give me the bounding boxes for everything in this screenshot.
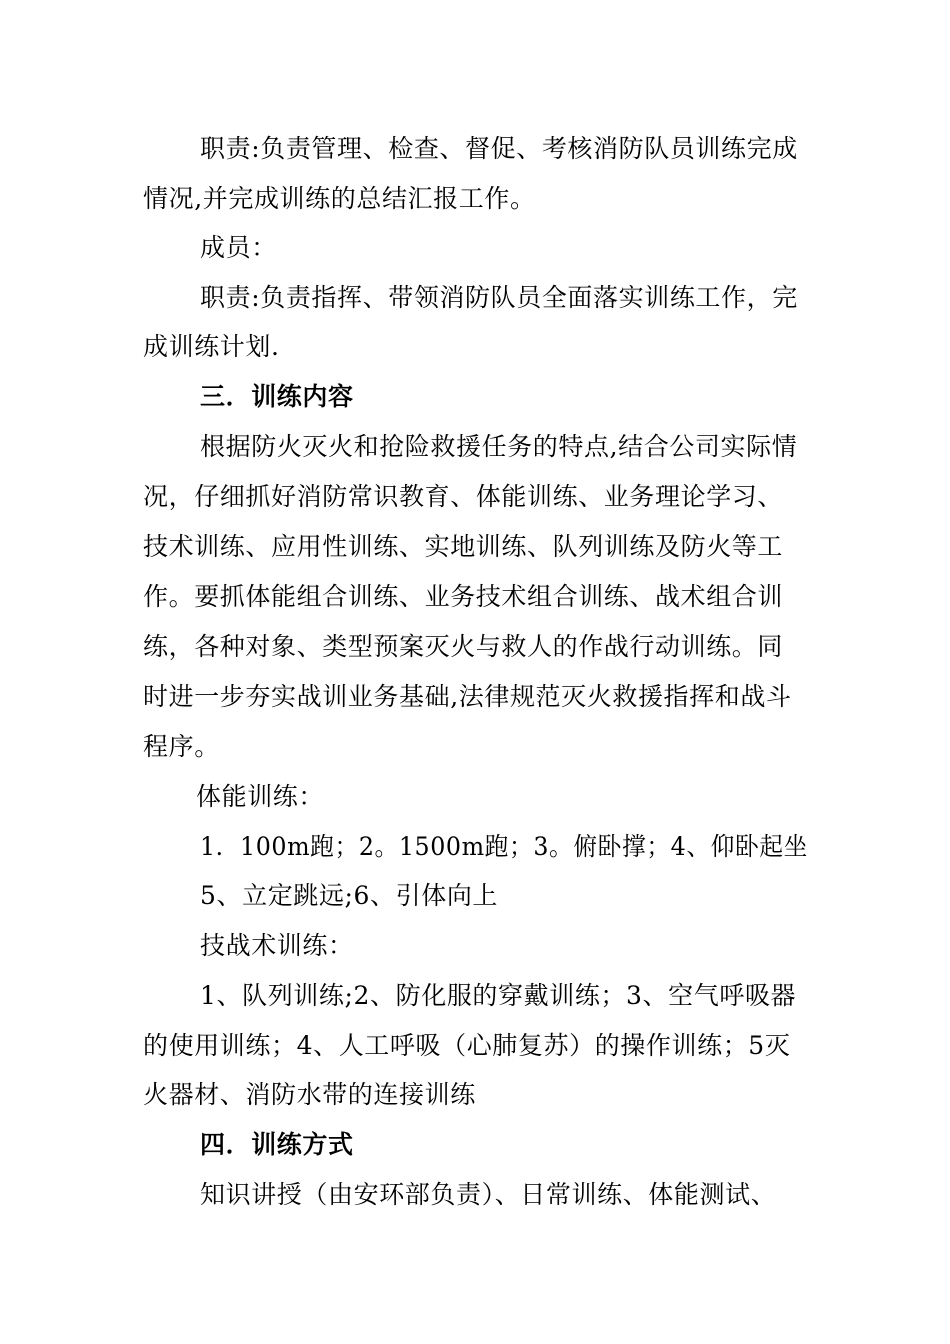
text-line: 火器材、消防水带的连接训练 <box>143 1080 476 1109</box>
paragraph-line <box>0 682 950 712</box>
text-line: 作。要抓体能组合训练、业务技术组合训练、战术组合训 <box>143 582 784 611</box>
paragraph-line <box>0 184 950 214</box>
text-line: 情况,并完成训练的总结汇报工作。 <box>143 184 536 213</box>
paragraph-line <box>0 432 950 462</box>
text-line: 练，各种对象、类型预案灭火与救人的作战行动训练。同 <box>143 632 784 661</box>
heading-text: 四．训练方式 <box>200 1130 354 1159</box>
text-line: 时进一步夯实战训业务基础,法律规范灭火救援指挥和战斗 <box>143 682 792 711</box>
section-heading <box>0 1130 950 1160</box>
text-line: 1．100m跑；2。1500m跑；3。俯卧撑；4、仰卧起坐 <box>200 832 808 861</box>
text-line: 况，仔细抓好消防常识教育、体能训练、业务理论学习、 <box>143 482 784 511</box>
paragraph-line <box>0 1180 950 1210</box>
paragraph-line <box>0 233 950 263</box>
paragraph-line <box>0 732 950 762</box>
paragraph-line <box>0 134 950 164</box>
paragraph-line <box>0 332 950 362</box>
text-line: 职责:负责指挥、带领消防队员全面落实训练工作，完 <box>200 283 798 312</box>
text-line: 程序。 <box>143 732 220 761</box>
paragraph-line <box>0 931 950 961</box>
text-line: 技战术训练： <box>200 931 354 960</box>
section-heading <box>0 382 950 412</box>
text-line: 成员： <box>200 233 277 262</box>
paragraph-line <box>0 1080 950 1110</box>
paragraph-line <box>0 482 950 512</box>
text-line: 5、立定跳远;6、引体向上 <box>200 881 499 910</box>
text-line: 的使用训练；4、人工呼吸（心肺复苏）的操作训练；5灭 <box>143 1031 791 1060</box>
paragraph-line <box>0 632 950 662</box>
heading-text: 三．训练内容 <box>200 382 354 411</box>
paragraph-line <box>0 283 950 313</box>
text-line: 知识讲授（由安环部负责）、日常训练、体能测试、 <box>200 1180 777 1209</box>
paragraph-line <box>0 981 950 1011</box>
paragraph-line <box>0 832 950 862</box>
paragraph-line <box>0 1031 950 1061</box>
text-line: 根据防火灭火和抢险救援任务的特点,结合公司实际情 <box>200 432 798 461</box>
paragraph-line <box>0 582 950 612</box>
text-line: 技术训练、应用性训练、实地训练、队列训练及防火等工 <box>143 532 784 561</box>
paragraph-line <box>0 782 950 812</box>
text-line: 1、队列训练;2、防化服的穿戴训练；3、空气呼吸器 <box>200 981 797 1010</box>
text-line: 体能训练： <box>196 782 325 811</box>
text-line: 成训练计划. <box>143 332 280 361</box>
paragraph-line <box>0 532 950 562</box>
text-line: 职责:负责管理、检查、督促、考核消防队员训练完成 <box>200 134 798 163</box>
paragraph-line <box>0 881 950 911</box>
